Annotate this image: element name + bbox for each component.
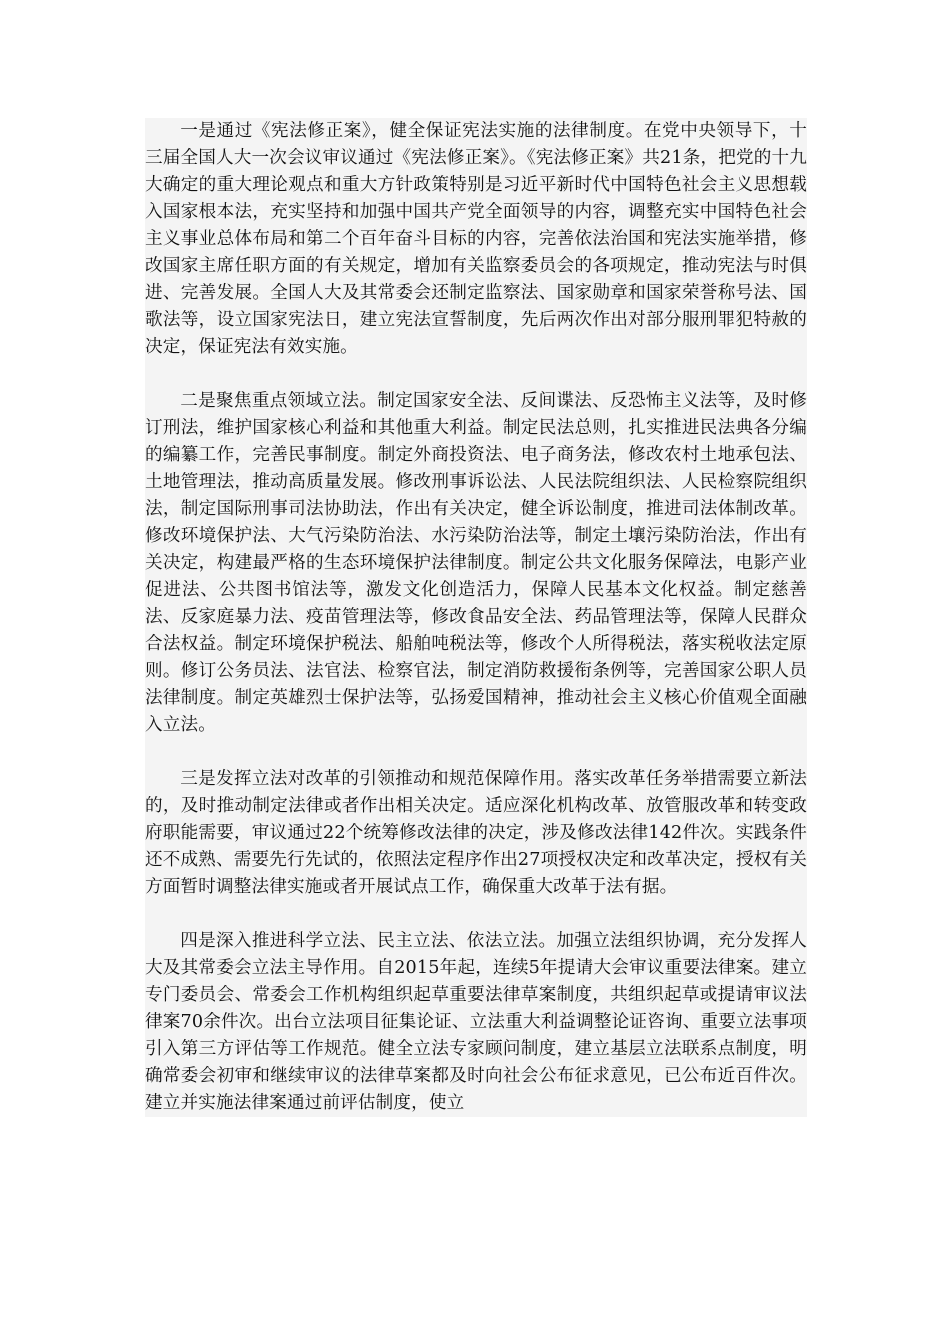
- document-body: [145, 118, 807, 1117]
- paragraph-reform-legislation: 三是发挥立法对改革的引领推动和规范保障作用。落实改革任务举措需要立新法的，及时推动制定法律或者作出相关决定。适应深化机构改革、放管服改革和转变政府职能需要，审议通过22个统筹修改法律的决定，涉及修改法律142件次。实践条件还不成熟、需要先行先试的，依照法定程序作出27项授权决定和改革决定，授权有关方面暂时调整法律实施或者开展试点工作，确保重大改革于法有据。: [145, 769, 807, 897]
- paragraph-spacer: [145, 901, 807, 928]
- paragraph-spacer: [145, 739, 807, 766]
- paragraph-scientific-legislation: 四是深入推进科学立法、民主立法、依法立法。加强立法组织协调，充分发挥人大及其常委会立法主导作用。自2015年起，连续5年提请大会审议重要法律案。建立专门委员会、常委会工作机构组织起草重要法律草案制度，共组织起草或提请审议法律案70余件次。出台立法项目征集论证、立法重大利益调整论证咨询、重要立法事项引入第三方评估等工作规范。健全立法专家顾问制度，建立基层立法联系点制度，明确常委会初审和继续审议的法律草案都及时向社会公布征求意见，已公布近百件次。建立并实施法律案通过前评估制度，使立: [145, 931, 807, 1113]
- paragraph-key-areas-legislation: 二是聚焦重点领域立法。制定国家安全法、反间谍法、反恐怖主义法等，及时修订刑法，维护国家核心利益和其他重大利益。制定民法总则，扎实推进民法典各分编的编纂工作，完善民事制度。制定外商投资法、电子商务法，修改农村土地承包法、土地管理法，推动高质量发展。修改刑事诉讼法、人民法院组织法、人民检察院组织法，制定国际刑事司法协助法，作出有关决定，健全诉讼制度，推进司法体制改革。修改环境保护法、大气污染防治法、水污染防治法等，制定土壤污染防治法，作出有关决定，构建最严格的生态环境保护法律制度。制定公共文化服务保障法，电影产业促进法、公共图书馆法等，激发文化创造活力，保障人民基本文化权益。制定慈善法、反家庭暴力法、疫苗管理法等，修改食品安全法、药品管理法等，保障人民群众合法权益。制定环境保护税法、船舶吨税法等，修改个人所得税法，落实税收法定原则。修订公务员法、法官法、检察官法，制定消防救援衔条例等，完善国家公职人员法律制度。制定英雄烈士保护法等，弘扬爱国精神，推动社会主义核心价值观全面融入立法。: [145, 391, 807, 735]
- paragraph-constitution-amendment: 一是通过《宪法修正案》，健全保证宪法实施的法律制度。在党中央领导下，十三届全国人大一次会议审议通过《宪法修正案》。《宪法修正案》共21条，把党的十九大确定的重大理论观点和重大方针政策特别是习近平新时代中国特色社会主义思想载入国家根本法，充实坚持和加强中国共产党全面领导的内容，调整充实中国特色社会主义事业总体布局和第二个百年奋斗目标的内容，完善依法治国和宪法实施举措，修改国家主席任职方面的有关规定，增加有关监察委员会的各项规定，推动宪法与时俱进、完善发展。全国人大及其常委会还制定监察法、国家勋章和国家荣誉称号法、国歌法等，设立国家宪法日，建立宪法宣誓制度，先后两次作出对部分服刑罪犯特赦的决定，保证宪法有效实施。: [145, 121, 807, 357]
- paragraph-spacer: [145, 361, 807, 388]
